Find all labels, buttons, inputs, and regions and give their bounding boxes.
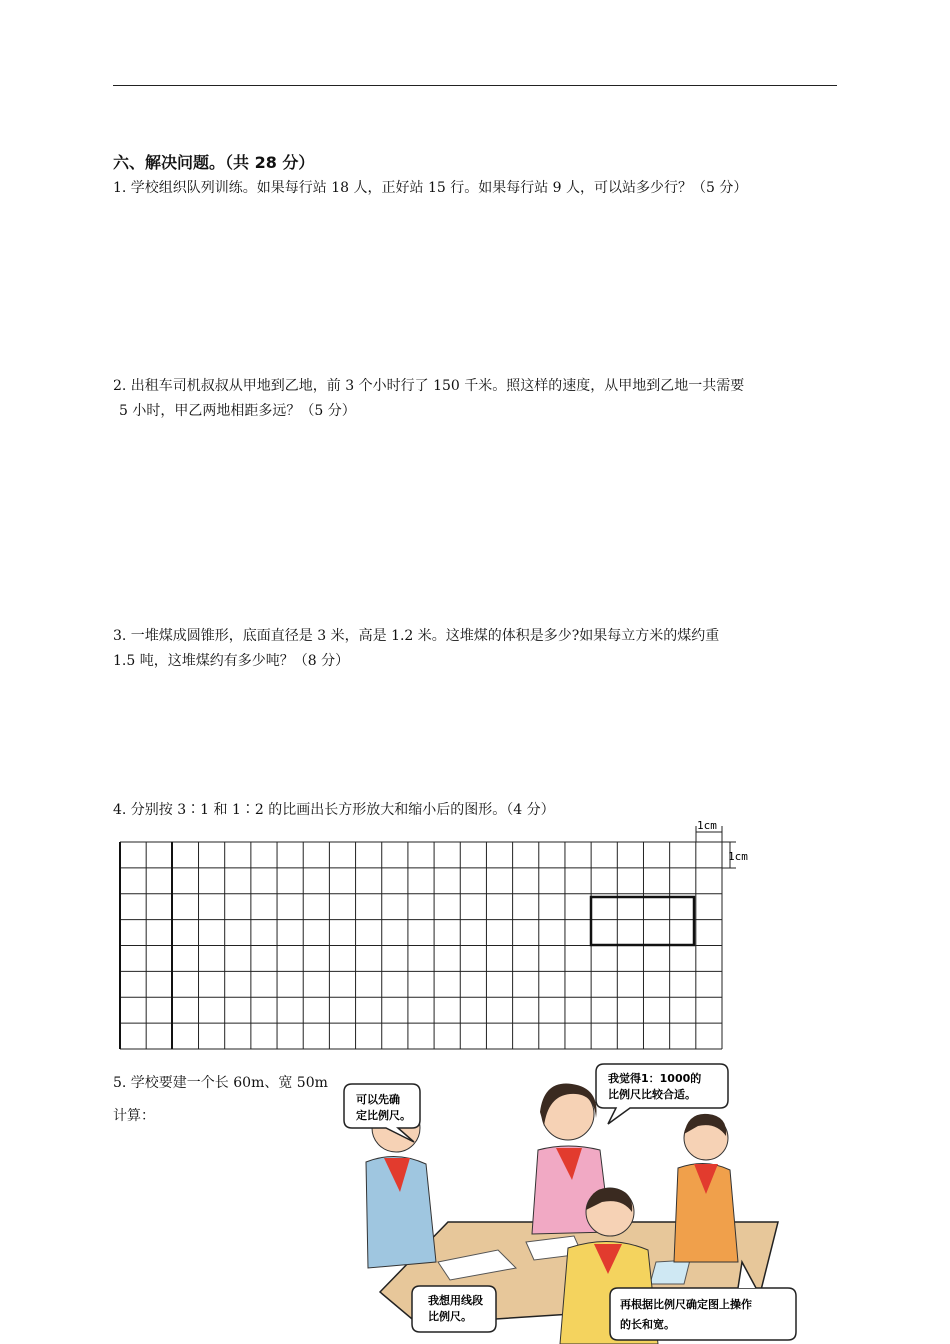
bubble-boy-bottom [412, 1286, 496, 1332]
triangle-ruler [650, 1260, 690, 1284]
unit-label-top: 1cm [697, 819, 717, 832]
bubble-girl-line-1: 我觉得1：1000的 [608, 1072, 702, 1085]
square-grid [118, 818, 758, 1054]
question-4: 4. 分别按 3∶1 和 1∶2 的比画出长方形放大和缩小后的图形。（4 分） [113, 802, 555, 818]
question-2-line-2: 5 小时，甲乙两地相距多远？（5 分） [119, 403, 356, 419]
question-1: 1. 学校组织队列训练。如果每行站 18 人，正好站 15 行。如果每行站 9 人，可以站多少行？（5 分） [113, 180, 748, 196]
bubble-boy-right-line-1: 再根据比例尺确定图上操作 [620, 1298, 752, 1311]
bubble-girl-line-2: 比例尺比较合适。 [608, 1088, 696, 1101]
bubble-boy-bottom-line-2: 比例尺。 [428, 1310, 472, 1323]
section-heading: 六、解决问题。（共 28 分） [113, 153, 315, 172]
question-3-line-2: 1.5 吨，这堆煤约有多少吨？（8 分） [113, 653, 350, 669]
question-5-line-1: 5. 学校要建一个长 60m、宽 50m [113, 1075, 328, 1091]
bubble-boy-bottom-line-1: 我想用线段 [428, 1294, 483, 1307]
bubble-boy-left-line-1: 可以先确 [356, 1093, 400, 1106]
students-illustration [338, 1062, 798, 1344]
question-2-line-1: 2. 出租车司机叔叔从甲地到乙地，前 3 个小时行了 150 千米。照这样的速度，从甲地到乙地一共需要 [113, 378, 745, 394]
question-3-line-1: 3. 一堆煤成圆锥形，底面直径是 3 米，高是 1.2 米。这堆煤的体积是多少?如果每立方米的煤约重 [113, 628, 720, 644]
unit-label-side: 1cm [728, 850, 748, 863]
original-rectangle [591, 897, 694, 945]
top-rule [113, 85, 837, 86]
bubble-boy-right-line-2: 的长和宽。 [620, 1318, 675, 1331]
bubble-boy-left-line-2: 定比例尺。 [356, 1109, 411, 1122]
question-5-line-2: 计算： [113, 1108, 155, 1124]
